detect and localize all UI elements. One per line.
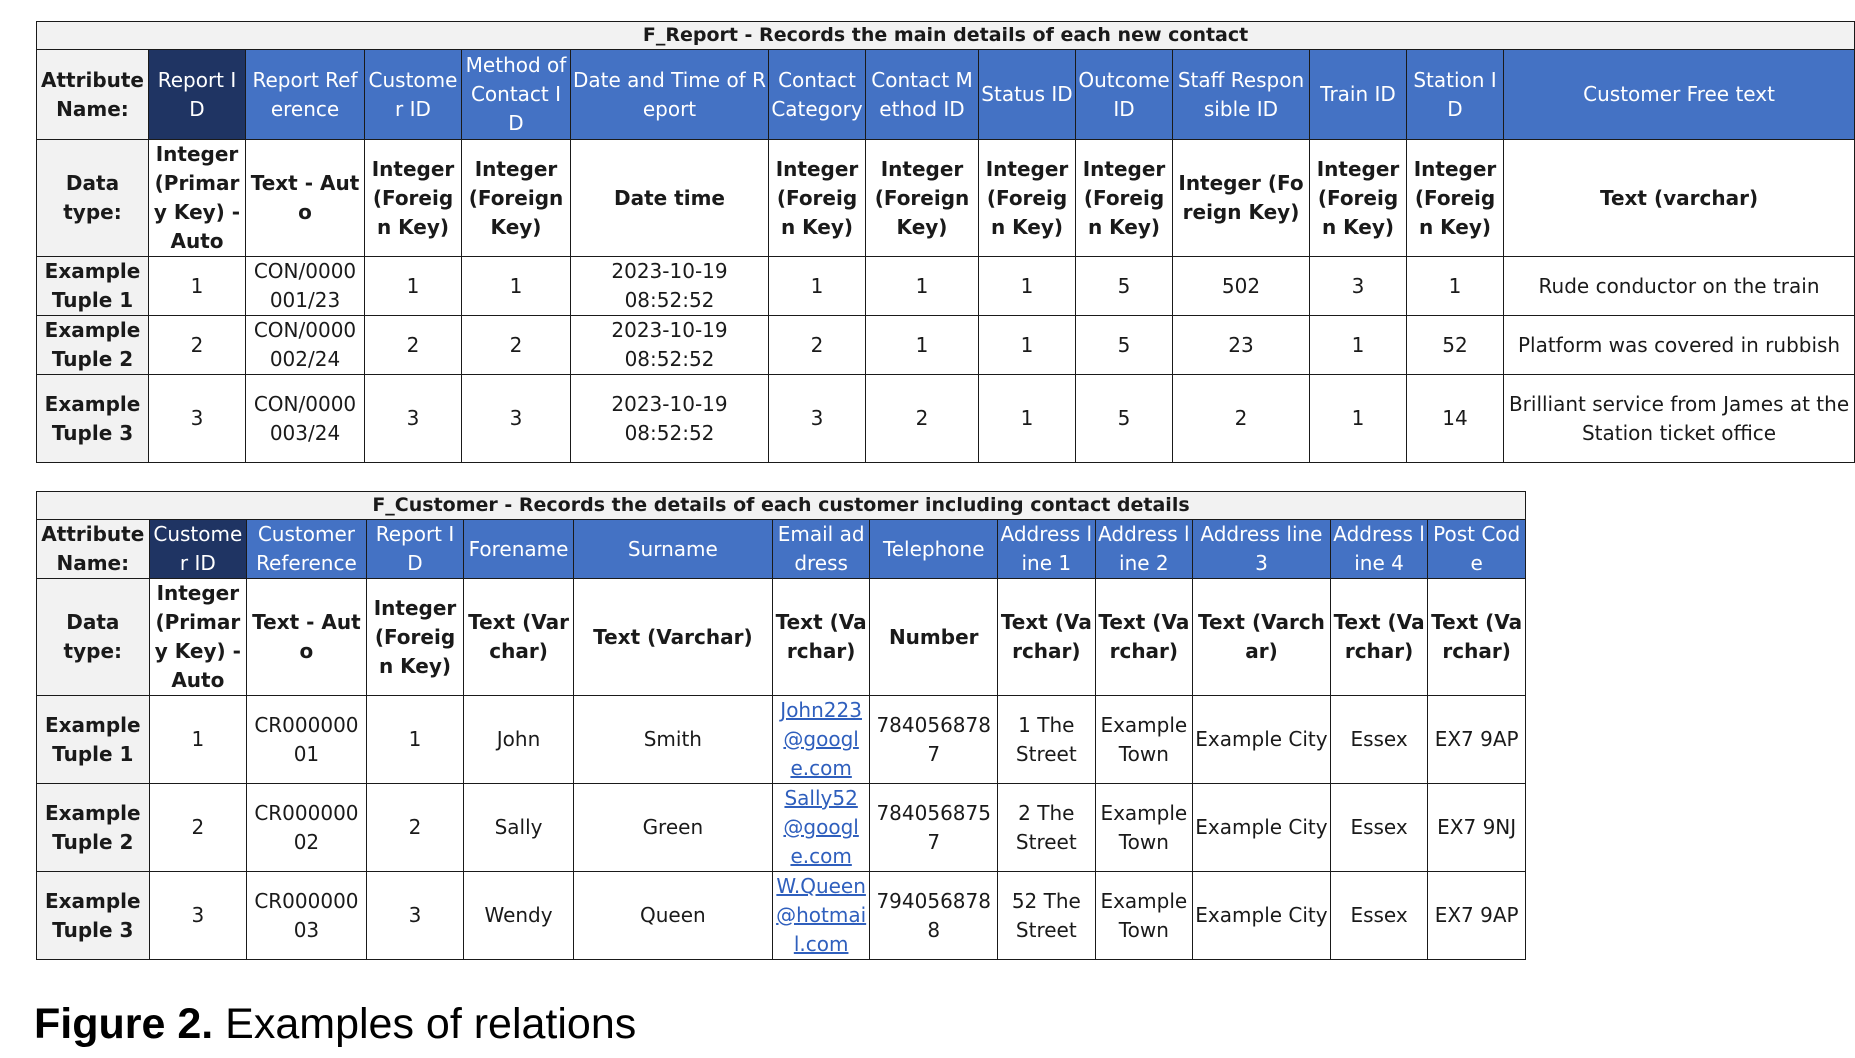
table-cell: 1	[866, 257, 979, 316]
table-cell: Wendy	[464, 872, 574, 960]
table-cell: Platform was covered in rubbish	[1504, 316, 1855, 375]
table-cell: Example Town	[1095, 784, 1193, 872]
table-row	[37, 257, 1855, 316]
table-cell: 2023-10-19 08:52:52	[571, 316, 769, 375]
table-cell: 2	[866, 375, 979, 463]
table-row	[37, 784, 1526, 872]
customer-table	[36, 491, 1526, 960]
column-header: Report ID	[149, 50, 246, 140]
table-cell: 1	[1407, 257, 1504, 316]
column-header: Surname	[573, 520, 772, 579]
row-header-attribute-name: Attribute Name:	[37, 520, 150, 579]
table-cell: 1	[979, 316, 1076, 375]
column-header: Forename	[464, 520, 574, 579]
table-cell: Example City	[1193, 784, 1331, 872]
email-link[interactable]: John223@google.com	[772, 696, 870, 784]
column-header: Post Code	[1428, 520, 1526, 579]
table-cell: Example Town	[1095, 872, 1193, 960]
table-row	[37, 872, 1526, 960]
table-cell: 7940568788	[870, 872, 998, 960]
email-link[interactable]: W.Queen@hotmail.com	[772, 872, 870, 960]
data-type-cell: Integer (Foreign Key)	[1173, 140, 1310, 257]
table-cell: Green	[573, 784, 772, 872]
column-header: Address line 1	[998, 520, 1096, 579]
table-row	[37, 696, 1526, 784]
table-cell: EX7 9NJ	[1428, 784, 1526, 872]
data-type-cell: Text - Auto	[247, 579, 367, 696]
table-cell: CR00000002	[247, 784, 367, 872]
row-header-data-type: Data type:	[37, 140, 149, 257]
data-type-cell: Integer (Foreign Key)	[979, 140, 1076, 257]
column-header: Customer Reference	[247, 520, 367, 579]
table-cell: Example Town	[1095, 696, 1193, 784]
table-cell: 14	[1407, 375, 1504, 463]
table-cell: 2	[769, 316, 866, 375]
table-cell: 502	[1173, 257, 1310, 316]
table-cell: 5	[1076, 257, 1173, 316]
column-header: Address line 4	[1330, 520, 1428, 579]
table-cell: Essex	[1330, 872, 1428, 960]
table-cell: 2	[366, 784, 464, 872]
column-header: Contact Method ID	[866, 50, 979, 140]
table-cell: CON/0000003/24	[246, 375, 365, 463]
column-header: Address line 3	[1193, 520, 1331, 579]
column-header: Address line 2	[1095, 520, 1193, 579]
table-cell: 1	[365, 257, 462, 316]
table-cell: CON/0000001/23	[246, 257, 365, 316]
data-type-cell: Text (Varchar)	[1095, 579, 1193, 696]
table-cell: 1 The Street	[998, 696, 1096, 784]
table-cell: 1	[149, 257, 246, 316]
data-type-cell: Integer (Foreign Key)	[769, 140, 866, 257]
table-cell: Brilliant service from James at the Station ticket office	[1504, 375, 1855, 463]
data-type-cell: Integer (Foreign Key)	[365, 140, 462, 257]
data-type-cell: Integer (Foreign Key)	[1310, 140, 1407, 257]
table-cell: 1	[1310, 316, 1407, 375]
email-link[interactable]: Sally52@google.com	[772, 784, 870, 872]
data-type-cell: Text (Varchar)	[998, 579, 1096, 696]
table-cell: 3	[1310, 257, 1407, 316]
data-type-cell: Integer (Primary Key) - Auto	[149, 579, 247, 696]
table-cell: 1	[866, 316, 979, 375]
data-type-cell: Integer (Foreign Key)	[366, 579, 464, 696]
data-type-cell: Text (Varchar)	[1428, 579, 1526, 696]
column-header: Customer Free text	[1504, 50, 1855, 140]
column-header: Train ID	[1310, 50, 1407, 140]
table-cell: 5	[1076, 316, 1173, 375]
table-cell: EX7 9AP	[1428, 696, 1526, 784]
table-cell: 3	[149, 872, 247, 960]
figure-label: Figure 2.	[34, 1000, 214, 1048]
table-cell: 5	[1076, 375, 1173, 463]
table-cell: John	[464, 696, 574, 784]
table-cell: 2	[1173, 375, 1310, 463]
column-header: Telephone	[870, 520, 998, 579]
data-type-cell: Text (Varchar)	[772, 579, 870, 696]
table-row	[37, 316, 1855, 375]
table-title: F_Customer - Records the details of each customer including contact details	[37, 492, 1526, 520]
table-cell: 2	[365, 316, 462, 375]
table-cell: 2023-10-19 08:52:52	[571, 257, 769, 316]
table-cell: Essex	[1330, 696, 1428, 784]
table-cell: 1	[1310, 375, 1407, 463]
data-type-cell: Text - Auto	[246, 140, 365, 257]
table-cell: CR00000003	[247, 872, 367, 960]
table-cell: 7840568757	[870, 784, 998, 872]
table-cell: 23	[1173, 316, 1310, 375]
data-type-cell: Date time	[571, 140, 769, 257]
column-header: Contact Category	[769, 50, 866, 140]
column-header: Customer ID	[149, 520, 247, 579]
column-header: Customer ID	[365, 50, 462, 140]
table-cell: 2 The Street	[998, 784, 1096, 872]
row-header-attribute-name: Attribute Name:	[37, 50, 149, 140]
table-cell: 52 The Street	[998, 872, 1096, 960]
table-cell: 1	[462, 257, 571, 316]
data-type-cell: Integer (Primary Key) - Auto	[149, 140, 246, 257]
data-type-cell: Integer (Foreign Key)	[462, 140, 571, 257]
table-cell: Queen	[573, 872, 772, 960]
data-type-cell: Integer (Foreign Key)	[866, 140, 979, 257]
table-cell: 2	[149, 784, 247, 872]
column-header: Status ID	[979, 50, 1076, 140]
table-cell: 7840568787	[870, 696, 998, 784]
data-type-cell: Text (varchar)	[1504, 140, 1855, 257]
table-title: F_Report - Records the main details of each new contact	[37, 22, 1855, 50]
column-header: Staff Responsible ID	[1173, 50, 1310, 140]
figure-caption	[34, 1001, 636, 1047]
row-header-data-type: Data type:	[37, 579, 150, 696]
column-header: Email address	[772, 520, 870, 579]
table-row	[37, 375, 1855, 463]
table-cell: Rude conductor on the train	[1504, 257, 1855, 316]
table-cell: 3	[769, 375, 866, 463]
table-cell: CR00000001	[247, 696, 367, 784]
row-label: Example Tuple 2	[37, 784, 150, 872]
column-header: Station ID	[1407, 50, 1504, 140]
row-label: Example Tuple 3	[37, 375, 149, 463]
column-header: Report ID	[366, 520, 464, 579]
table-cell: 2	[149, 316, 246, 375]
data-type-cell: Text (Varchar)	[464, 579, 574, 696]
table-cell: Essex	[1330, 784, 1428, 872]
data-type-cell: Text (Varchar)	[573, 579, 772, 696]
table-cell: 1	[979, 257, 1076, 316]
data-type-cell: Text (Varchar)	[1193, 579, 1331, 696]
column-header: Date and Time of Report	[571, 50, 769, 140]
table-cell: 3	[149, 375, 246, 463]
table-cell: EX7 9AP	[1428, 872, 1526, 960]
table-cell: Sally	[464, 784, 574, 872]
table-cell: 2	[462, 316, 571, 375]
report-table	[36, 21, 1855, 463]
data-type-cell: Text (Varchar)	[1330, 579, 1428, 696]
data-type-cell: Number	[870, 579, 998, 696]
table-cell: 3	[462, 375, 571, 463]
column-header: Outcome ID	[1076, 50, 1173, 140]
table-cell: 1	[366, 696, 464, 784]
table-cell: 52	[1407, 316, 1504, 375]
table-cell: 2023-10-19 08:52:52	[571, 375, 769, 463]
table-cell: Example City	[1193, 696, 1331, 784]
table-cell: 1	[769, 257, 866, 316]
row-label: Example Tuple 1	[37, 696, 150, 784]
row-label: Example Tuple 1	[37, 257, 149, 316]
table-cell: 3	[365, 375, 462, 463]
row-label: Example Tuple 3	[37, 872, 150, 960]
table-cell: 1	[149, 696, 247, 784]
table-cell: CON/0000002/24	[246, 316, 365, 375]
data-type-cell: Integer (Foreign Key)	[1076, 140, 1173, 257]
row-label: Example Tuple 2	[37, 316, 149, 375]
table-cell: Example City	[1193, 872, 1331, 960]
data-type-cell: Integer (Foreign Key)	[1407, 140, 1504, 257]
column-header: Report Reference	[246, 50, 365, 140]
figure-caption-text: Examples of relations	[225, 1000, 637, 1048]
table-cell: Smith	[573, 696, 772, 784]
column-header: Method of Contact ID	[462, 50, 571, 140]
table-cell: 3	[366, 872, 464, 960]
table-cell: 1	[979, 375, 1076, 463]
